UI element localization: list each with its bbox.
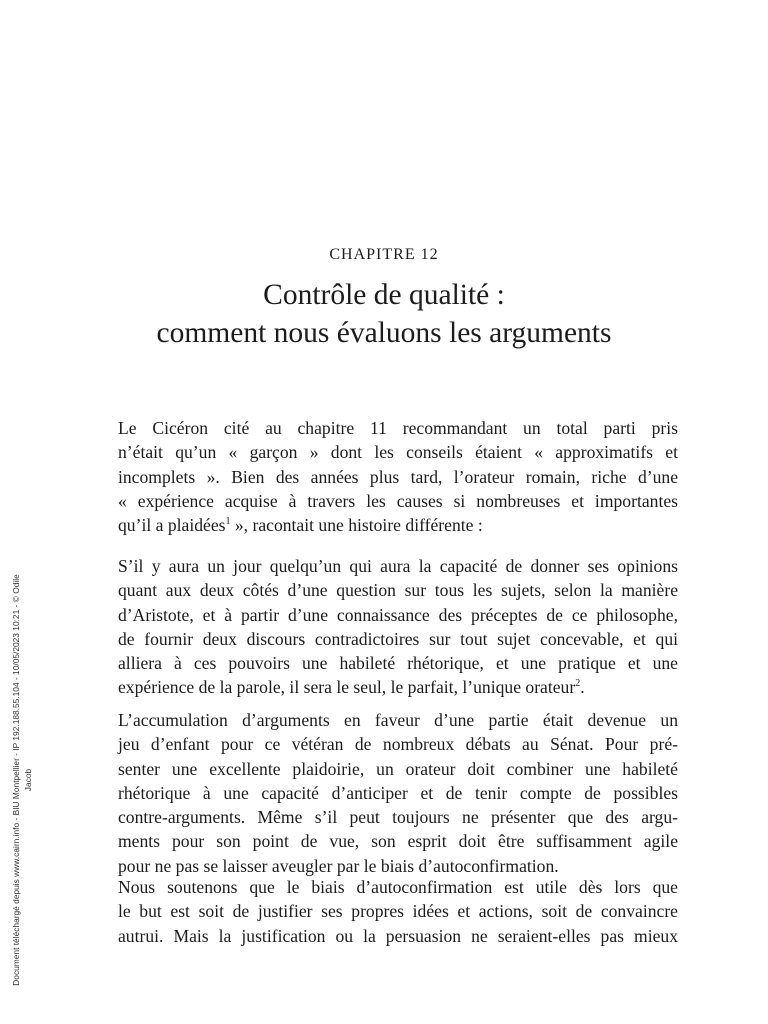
text-line: incomplets ». Bien des années plus tard, l’orateur romain, riche d’une	[118, 466, 678, 487]
text-fragment: .	[580, 677, 585, 698]
text-line: « expérience acquise à travers les causes si nombreuses et importantes	[118, 490, 678, 511]
quote-line: quant aux deux côtés d’une question sur tous les sujets, selon la manière	[118, 580, 678, 601]
footnote-reference[interactable]: 1	[225, 516, 231, 528]
text-line: rhétorique à une capacité d’anticiper et de tenir compte de possibles	[118, 782, 678, 803]
text-fragment: », racontait une histoire différente :	[230, 515, 483, 536]
quote-line: alliera à ces pouvoirs une habileté rhétorique, et une pratique et une	[118, 653, 678, 674]
quote-line: de fournir deux discours contradictoires sur tout sujet concevable, et qui	[118, 628, 678, 649]
download-watermark	[10, 555, 48, 1005]
footnote-reference[interactable]: 2	[575, 678, 581, 690]
paragraph-thesis	[118, 875, 678, 948]
text-line: L’accumulation d’arguments en faveur d’une partie était devenue un	[118, 710, 678, 730]
chapter-number: CHAPITRE 12	[329, 246, 439, 263]
text-line	[118, 513, 678, 537]
quote-line: S’il y aura un jour quelqu’un qui aura la capacité de donner ses opinions	[118, 556, 678, 576]
text-line: Nous soutenons que le biais d’autoconfirmation est utile dès lors que	[118, 877, 678, 897]
text-line: contre-arguments. Même s’il peut toujours ne présenter que des argu-	[118, 807, 678, 828]
text-fragment: qu’il a plaidées	[118, 515, 226, 536]
chapter-title-line-1: Contrôle de qualité :	[263, 279, 505, 311]
watermark-line-1: Document téléchargé depuis www.cairn.info - BIU Montpellier - IP 192.188.55.104 - 10/05/2023 10:21 - © Odile	[11, 574, 21, 986]
paragraph-intro	[118, 416, 678, 537]
chapter-title	[0, 276, 768, 352]
text-line: le but est soit de justifier ses propres idées et actions, soit de convaincre	[118, 901, 678, 922]
chapter-title-line-2: comment nous évaluons les arguments	[156, 317, 612, 349]
watermark-line-2: Jacob	[23, 768, 33, 792]
quote-line: d’Aristote, et à partir d’une connaissance des préceptes de ce philosophe,	[118, 604, 678, 625]
block-quote	[118, 554, 678, 700]
text-line: autrui. Mais la justification ou la persuasion ne seraient-elles pas mieux	[118, 925, 678, 946]
text-line: senter une excellente plaidoirie, un orateur doit combiner une habileté	[118, 758, 678, 779]
text-line: n’était qu’un « garçon » dont les conseils étaient « approximatifs et	[118, 442, 678, 463]
text-line: pour ne pas se laisser aveugler par le biais d’autoconfirmation.	[118, 855, 559, 876]
quote-line	[118, 675, 678, 699]
text-line: ments pour son point de vue, son esprit doit être suffisamment agile	[118, 831, 678, 852]
paragraph-accumulation	[118, 708, 678, 878]
text-line: jeu d’enfant pour ce vétéran de nombreux débats au Sénat. Pour pré-	[118, 734, 678, 755]
text-line: Le Cicéron cité au chapitre 11 recommandant un total parti pris	[118, 418, 678, 438]
text-fragment: expérience de la parole, il sera le seul, le parfait, l’unique orateur	[118, 677, 576, 698]
